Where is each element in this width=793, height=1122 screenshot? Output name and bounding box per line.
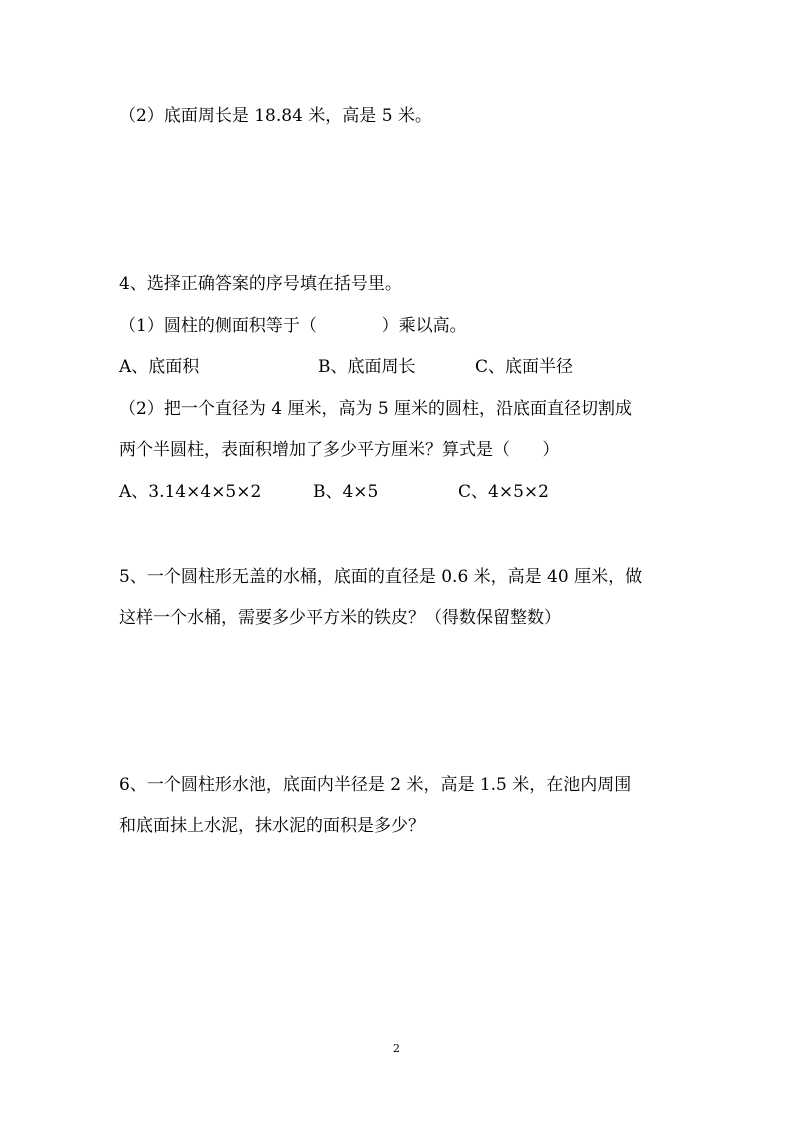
q5-line2: 这样一个水桶，需要多少平方米的铁皮？（得数保留整数） — [119, 608, 561, 628]
q3-part2: （2）底面周长是 18.84 米，高是 5 米。 — [119, 106, 432, 126]
q4-part1-stem: （1）圆柱的侧面积等于（ ）乘以高。 — [119, 316, 467, 336]
q6-line1: 6、一个圆柱形水池，底面内半径是 2 米，高是 1.5 米，在池内周围 — [119, 775, 632, 795]
q5-line1: 5、一个圆柱形无盖的水桶，底面的直径是 0.6 米，高是 40 厘米，做 — [119, 567, 643, 587]
q4-part1-option-a: A、底面积 — [119, 357, 200, 377]
q4-part2-stem-line2: 两个半圆柱，表面积增加了多少平方厘米？算式是（ ） — [119, 440, 560, 460]
q4-part2-option-b: B、4×5 — [313, 482, 379, 502]
page-number: 2 — [393, 1042, 400, 1055]
q4-title: 4、选择正确答案的序号填在括号里。 — [119, 274, 402, 294]
q4-part2-stem-line1: （2）把一个直径为 4 厘米，高为 5 厘米的圆柱，沿底面直径切割成 — [119, 399, 633, 419]
q4-part1-option-c: C、底面半径 — [475, 357, 574, 377]
q4-part2-option-c: C、4×5×2 — [458, 482, 549, 502]
q6-line2: 和底面抹上水泥，抹水泥的面积是多少？ — [119, 816, 425, 836]
q4-part2-option-a: A、3.14×4×5×2 — [119, 482, 262, 502]
q4-part1-option-b: B、底面周长 — [318, 357, 416, 377]
